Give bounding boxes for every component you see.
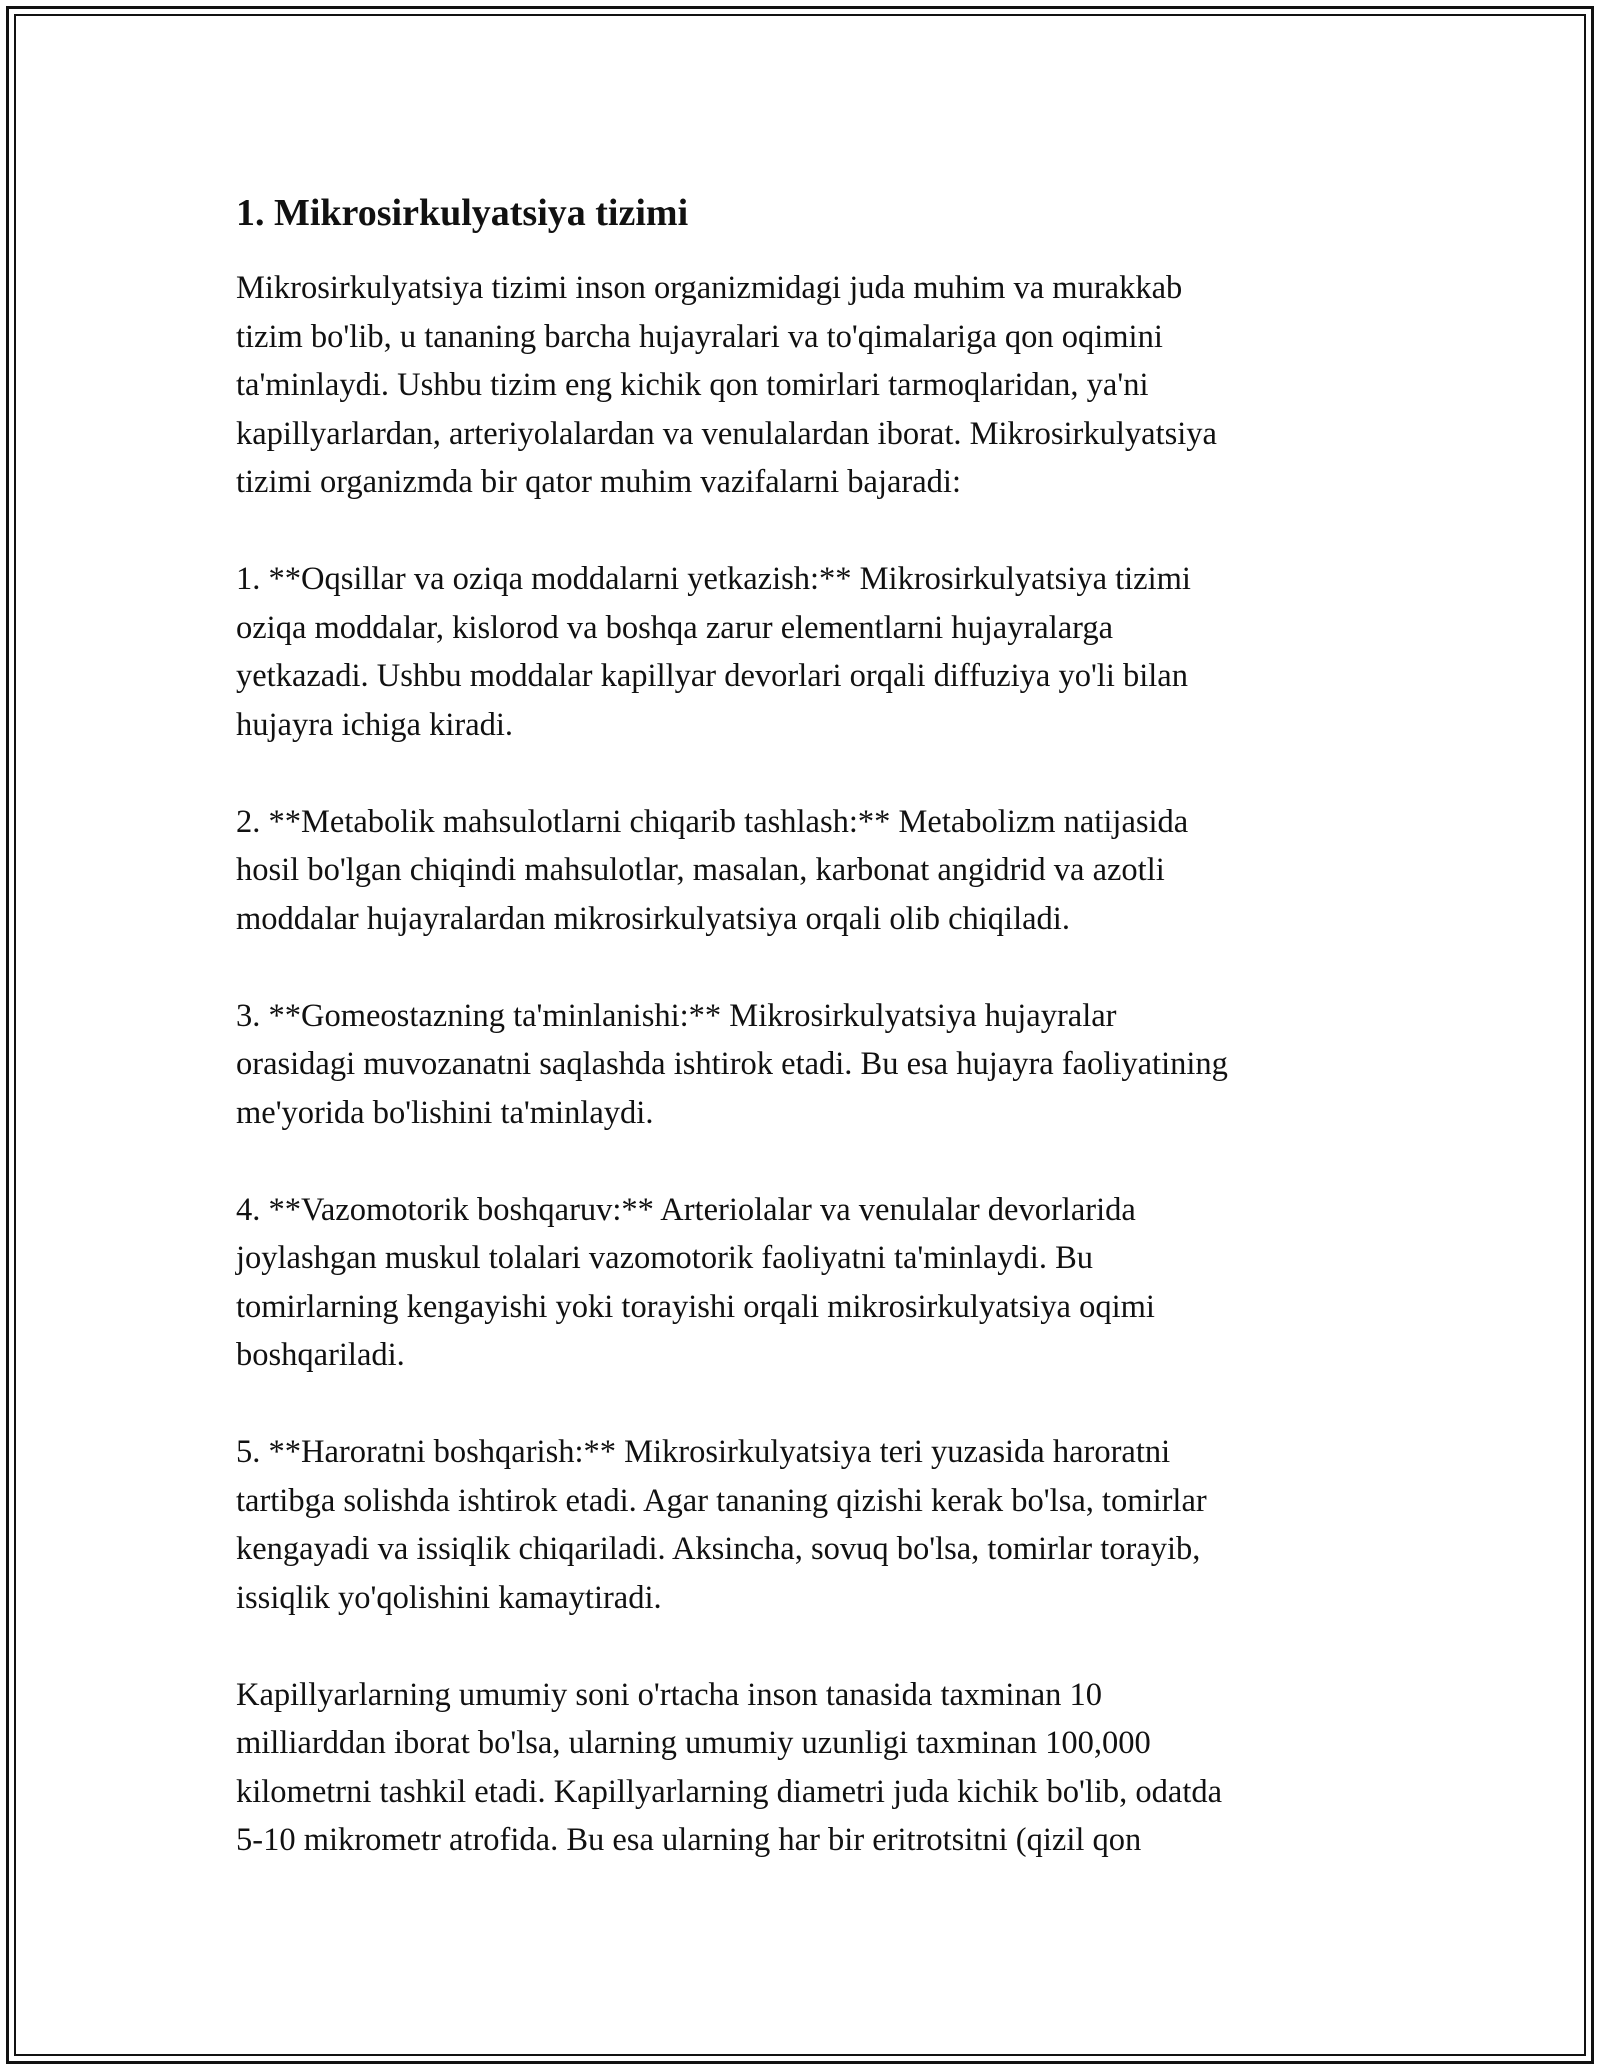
list-item-2 <box>236 798 1366 944</box>
text-line: 2. **Metabolik mahsulotlarni chiqarib tashlash:** Metabolizm natijasida <box>236 803 1189 840</box>
text-line: boshqariladi. <box>236 1337 405 1373</box>
intro-paragraph <box>236 264 1366 507</box>
text-line: 3. **Gomeostazning ta'minlanishi:** Mikrosirkulyatsiya hujayralar <box>236 997 1117 1034</box>
list-item-3 <box>236 992 1366 1138</box>
text-line: kengayadi va issiqlik chiqariladi. Aksincha, sovuq bo'lsa, tomirlar torayib, <box>236 1531 1201 1567</box>
text-line: tizimi organizmda bir qator muhim vazifalarni bajaradi: <box>236 464 961 500</box>
text-line: 4. **Vazomotorik boshqaruv:** Arteriolalar va venulalar devorlarida <box>236 1191 1136 1228</box>
text-line: hujayra ichiga kiradi. <box>236 706 514 743</box>
text-line: yetkazadi. Ushbu moddalar kapillyar devorlari orqali diffuziya yo'li bilan <box>236 658 1188 694</box>
list-item-5 <box>236 1428 1366 1622</box>
text-line: joylashgan muskul tolalari vazomotorik faoliyatni ta'minlaydi. Bu <box>236 1240 1094 1276</box>
text-line: ta'minlaydi. Ushbu tizim eng kichik qon tomirlari tarmoqlaridan, ya'ni <box>236 367 1149 403</box>
document-body <box>236 186 1366 1865</box>
section-title: 1. Mikrosirkulyatsiya tizimi <box>236 192 689 234</box>
text-line: Kapillyarlarning umumiy soni o'rtacha inson tanasida taxminan 10 <box>236 1676 1103 1713</box>
text-line: issiqlik yo'qolishini kamaytiradi. <box>236 1579 662 1616</box>
list-item-4 <box>236 1186 1366 1380</box>
text-line: oziqa moddalar, kislorod va boshqa zarur elementlarni hujayralarga <box>236 609 1114 646</box>
text-line: moddalar hujayralardan mikrosirkulyatsiya orqali olib chiqiladi. <box>236 900 1070 937</box>
text-line: me'yorida bo'lishini ta'minlaydi. <box>236 1094 654 1131</box>
text-line: tartibga solishda ishtirok etadi. Agar tananing qizishi kerak bo'lsa, tomirlar <box>236 1482 1207 1519</box>
text-line: 5. **Haroratni boshqarish:** Mikrosirkulyatsiya teri yuzasida haroratni <box>236 1434 1171 1470</box>
text-line: milliarddan iborat bo'lsa, ularning umumiy uzunligi taxminan 100,000 <box>236 1725 1151 1761</box>
text-line: tizim bo'lib, u tananing barcha hujayralari va to'qimalariga qon oqimini <box>236 318 1163 355</box>
text-line: kilometrni tashkil etadi. Kapillyarlarning diametri juda kichik bo'lib, odatda <box>236 1773 1223 1810</box>
list-item-1 <box>236 555 1366 749</box>
text-line: 1. **Oqsillar va oziqa moddalarni yetkazish:** Mikrosirkulyatsiya tizimi <box>236 561 1191 597</box>
text-line: hosil bo'lgan chiqindi mahsulotlar, masalan, karbonat angidrid va azotli <box>236 852 1165 888</box>
text-line: 5-10 mikrometr atrofida. Bu esa ularning har bir eritrotsitni (qizil qon <box>236 1822 1142 1858</box>
text-line: kapillyarlardan, arteriyolalardan va venulalardan iborat. Mikrosirkulyatsiya <box>236 415 1217 452</box>
text-line: tomirlarning kengayishi yoki torayishi orqali mikrosirkulyatsiya oqimi <box>236 1288 1155 1325</box>
text-line: Mikrosirkulyatsiya tizimi inson organizmidagi juda muhim va murakkab <box>236 270 1183 306</box>
closing-paragraph <box>236 1671 1366 1865</box>
text-line: orasidagi muvozanatni saqlashda ishtirok etadi. Bu esa hujayra faoliyatining <box>236 1046 1228 1082</box>
